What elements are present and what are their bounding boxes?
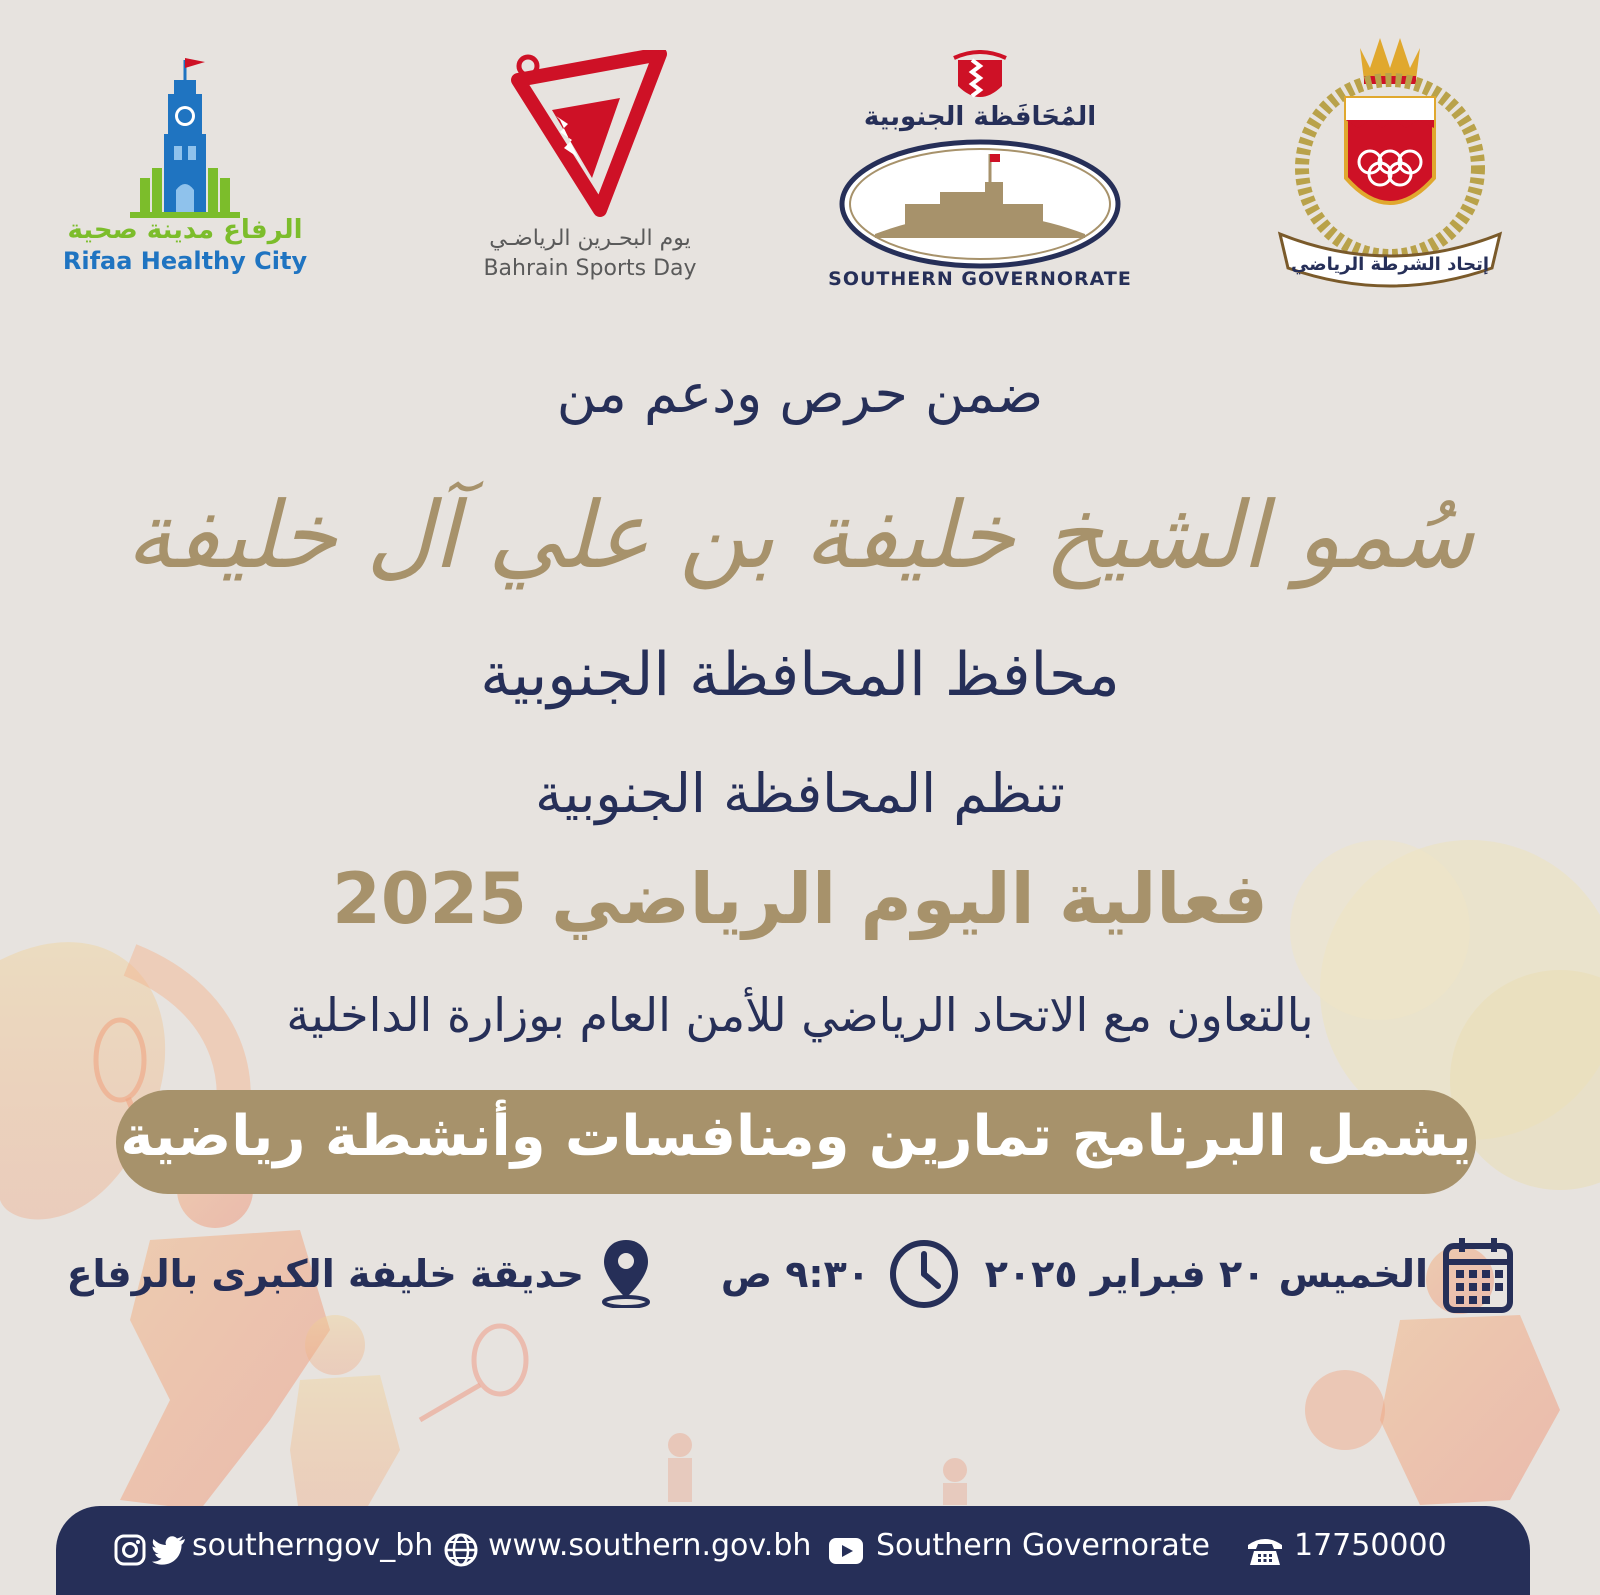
map-pin-icon: [600, 1236, 652, 1308]
date-label: الخميس ٢٠ فبراير ٢٠٢٥: [984, 1252, 1428, 1296]
location-label: حديقة خليفة الكبرى بالرفاع: [66, 1252, 584, 1296]
police-union-arabic-label: إتحاد الشرطة الرياضي: [1291, 254, 1489, 275]
time-info: [720, 1236, 960, 1316]
program-banner: [116, 1090, 1476, 1194]
organizer-line: تنظم المحافظة الجنوبية: [535, 762, 1065, 825]
phone-icon[interactable]: [1246, 1535, 1284, 1567]
bahrain-crest-icon: [950, 50, 1010, 110]
social-handle[interactable]: southerngov_bh: [192, 1528, 434, 1563]
globe-icon[interactable]: [444, 1533, 478, 1567]
southern-governorate-logo: [820, 42, 1140, 294]
event-name: فعالية اليوم الرياضي 2025: [332, 858, 1268, 940]
clock-tower-icon: [60, 50, 310, 230]
program-text: يشمل البرنامج تمارين ومنافسات وأنشطة رياضية: [120, 1104, 1472, 1169]
governorate-arabic-label: المُحَافَظة الجنوبية: [863, 102, 1097, 132]
sports-day-emblem-icon: [460, 50, 720, 220]
rifaa-english-label: Rifaa Healthy City: [62, 247, 308, 275]
youtube-channel[interactable]: Southern Governorate: [876, 1528, 1210, 1563]
rifaa-arabic-label: الرفاع مدينة صحية: [67, 215, 303, 245]
website-link[interactable]: www.southern.gov.bh: [488, 1528, 812, 1563]
sports-day-english-label: Bahrain Sports Day: [483, 256, 697, 281]
cooperation-line: بالتعاون مع الاتحاد الرياضي للأمن العام بوزارة الداخلية: [286, 988, 1314, 1042]
phone-number[interactable]: 17750000: [1294, 1528, 1447, 1563]
date-info: [984, 1236, 1520, 1316]
sports-day-arabic-label: يوم البحـرين الرياضـي: [489, 226, 691, 251]
patron-title: محافظ المحافظة الجنوبية: [480, 640, 1120, 710]
twitter-icon[interactable]: [152, 1535, 186, 1565]
police-sports-union-logo: [1270, 28, 1510, 300]
governorate-english-label: SOUTHERN GOVERNORATE: [828, 268, 1132, 290]
fort-emblem-icon: [835, 134, 1125, 274]
rifaa-healthy-city-logo: [60, 50, 310, 285]
patron-name: سُمو الشيخ خليفة بن علي آل خليفة: [125, 482, 1475, 589]
footer-bar: [56, 1506, 1530, 1595]
calendar-icon: [1442, 1236, 1514, 1314]
location-info: [66, 1236, 660, 1316]
time-label: ٩:٣٠ ص: [720, 1252, 870, 1296]
intro-line: ضمن حرص ودعم من: [556, 362, 1044, 425]
clock-icon: [888, 1238, 960, 1310]
instagram-icon[interactable]: [114, 1534, 146, 1566]
bahrain-sports-day-logo: [460, 50, 720, 290]
youtube-icon[interactable]: [828, 1537, 864, 1565]
